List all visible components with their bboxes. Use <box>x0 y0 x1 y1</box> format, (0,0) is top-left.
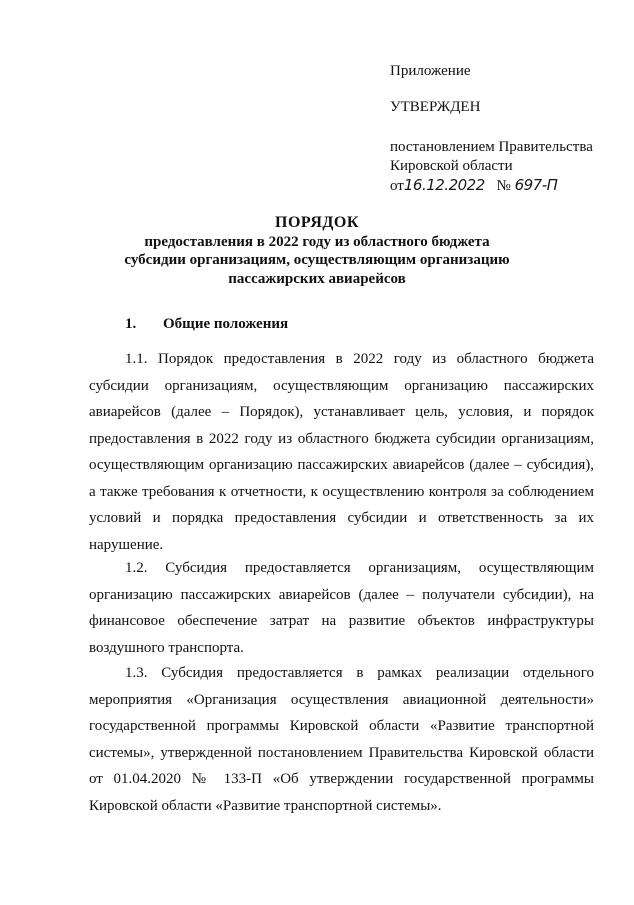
paragraph-text: 1.2. Субсидия предоставляется организациям, осуществляющим организацию пассажирских авиарейсов (далее – получатели субсидии), на финансовое обеспечение затрат на развитие объектов инфраструктуры воздушного транспорта. <box>89 560 594 656</box>
approved-label: УТВЕРЖДЕН <box>390 99 481 115</box>
section-title: Общие положения <box>163 316 289 332</box>
number-prefix: № <box>496 178 511 194</box>
date-prefix: от <box>390 178 404 194</box>
paragraph-1-2 <box>89 555 594 661</box>
handwritten-date: 16.12.2022 <box>403 176 485 194</box>
section-heading <box>125 316 288 333</box>
approval-date-line <box>390 176 593 196</box>
section-number: 1. <box>125 316 137 332</box>
paragraph-text: 1.3. Субсидия предоставляется в рамках реализации отдельного мероприятия «Организация осуществления авиационной деятельности» государственной программы Кировской области «Развитие транспортной системы», утвержденной постановлением Правительства Кировской области от 01.04.2020 № 133-П «Об утверждении государственной программы Кировской области «Развитие транспортной системы». <box>89 665 594 814</box>
approved-by-line2: Кировской области <box>390 158 513 174</box>
appendix-label: Приложение <box>390 63 471 79</box>
approved-by-line1: постановлением Правительства <box>390 139 593 155</box>
document-title <box>0 214 634 288</box>
handwritten-number: 697-П <box>514 176 558 194</box>
approval-stamp <box>390 62 593 196</box>
paragraph-text: 1.1. Порядок предоставления в 2022 году из областного бюджета субсидии организациям, осуществляющим организацию пассажирских авиарейсов (далее – Порядок), устанавливает цель, условия, и порядок предоставления в 2022 году из областного бюджета субсидии организациям, осуществляющим организацию пассажирских авиарейсов (далее – субсидия), а также требования к отчетности, к осуществлению контроля за соблюдением условий и порядка предоставления субсидии и ответственность за их нарушение. <box>89 351 594 553</box>
title-main: ПОРЯДОК <box>275 214 359 231</box>
paragraph-1-1 <box>89 346 594 558</box>
paragraph-1-3 <box>89 660 594 819</box>
title-line-3: пассажирских авиарейсов <box>228 270 406 287</box>
title-line-1: предоставления в 2022 году из областного бюджета <box>144 233 490 250</box>
title-line-2: субсидии организациям, осуществляющим организацию <box>124 252 510 268</box>
